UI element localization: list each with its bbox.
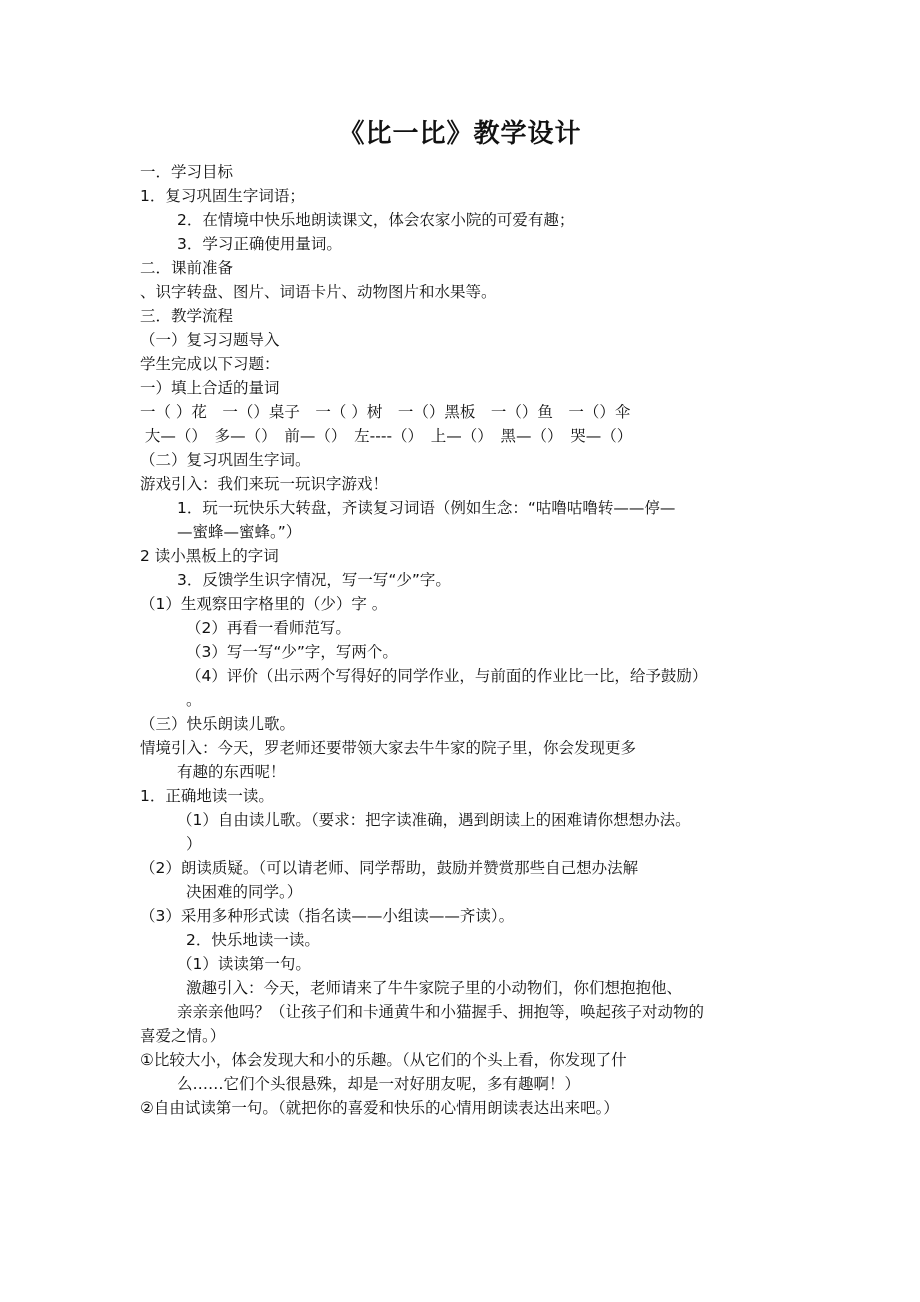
text-line: 2．在情境中快乐地朗读课文，体会农家小院的可爱有趣； (177, 211, 575, 229)
exercise-heading: 大—（） 多—（） 前—（） 左----（） 上—（） 黑—（） 哭—（） (140, 427, 633, 445)
text-line: ） (186, 835, 202, 853)
text-line: （1）自由读儿歌。（要求：把字读准确，遇到朗读上的困难请你想想办法。 (177, 811, 691, 829)
text-line: 激趣引入：今天，老师请来了牛牛家院子里的小动物们，你们想抱抱他、 (186, 979, 683, 997)
text-line: 3．学习正确使用量词。 (177, 235, 342, 253)
exercise-line: （二）复习巩固生字词。 (140, 451, 311, 469)
sub-heading: 游戏引入：我们来玩一玩识字游戏！ (140, 475, 389, 493)
text-line: （1）读读第一句。 (177, 955, 311, 973)
text-line: （2）朗读质疑。（可以请老师、同学帮助，鼓励并赞赏那些自己想办法解 (140, 859, 639, 877)
section-heading: 三．教学流程 (140, 307, 234, 325)
text-line: ②自由试读第一句。（就把你的喜爱和快乐的心情用朗读表达出来吧。） (140, 1099, 619, 1117)
text-line: 3．反馈学生识字情况，写一写“少”字。 (177, 571, 451, 589)
section-heading: 二．课前准备 (140, 259, 234, 277)
text-line: （1）生观察田字格里的（少）字 。 (140, 595, 388, 613)
text-line: 1．复习巩固生字词语； (140, 187, 305, 205)
text-line: 2．快乐地读一读。 (186, 931, 320, 949)
text-line: 1．正确地读一读。 (140, 787, 274, 805)
text-line: 亲亲亲他吗？（让孩子们和卡通黄牛和小猫握手、拥抱等，唤起孩子对动物的 (177, 1003, 705, 1021)
text-line: （三）快乐朗读儿歌。 (140, 715, 296, 733)
text-line: 有趣的东西呢！ (177, 763, 286, 781)
text-line: 、识字转盘、图片、词语卡片、动物图片和水果等。 (140, 283, 497, 301)
sub-heading: （一）复习习题导入 (140, 331, 280, 349)
text-line: （4）评价（出示两个写得好的同学作业，与前面的作业比一比，给予鼓励） (186, 667, 708, 685)
sub-heading: 情境引入：今天，罗老师还要带领大家去牛牛家的院子里，你会发现更多 (140, 739, 637, 757)
text-line: ①比较大小，体会发现大和小的乐趣。（从它们的个头上看，你发现了什 (140, 1051, 627, 1069)
text-line: 1．玩一玩快乐大转盘，齐读复习词语（例如生念：“咕噜咕噜转——停— (177, 499, 676, 517)
document-title: 《比一比》教学设计 (338, 119, 582, 149)
exercise-line: 一（ ）花 一（）桌子 一（ ）树 一（）黑板 一（）鱼 一（）伞 (140, 403, 631, 421)
exercise-heading: 一）填上合适的量词 (140, 379, 280, 397)
section-heading: 一．学习目标 (140, 163, 234, 181)
text-line: 么……它们个头很悬殊，却是一对好朋友呢，多有趣啊！） (177, 1075, 581, 1093)
text-line: （2）再看一看师范写。 (186, 619, 351, 637)
text-line: 决困难的同学。） (186, 883, 303, 901)
text-line: 学生完成以下习题： (140, 355, 280, 373)
text-line: （3）写一写“少”字，写两个。 (186, 643, 398, 661)
text-line: —蜜蜂—蜜蜂。”） (177, 523, 302, 541)
text-line: 2 读小黑板上的字词 (140, 547, 279, 565)
text-line: （3）采用多种形式读（指名读——小组读——齐读）。 (140, 907, 515, 925)
text-line: 。 (186, 691, 202, 709)
text-line: 喜爱之情。） (140, 1027, 226, 1045)
